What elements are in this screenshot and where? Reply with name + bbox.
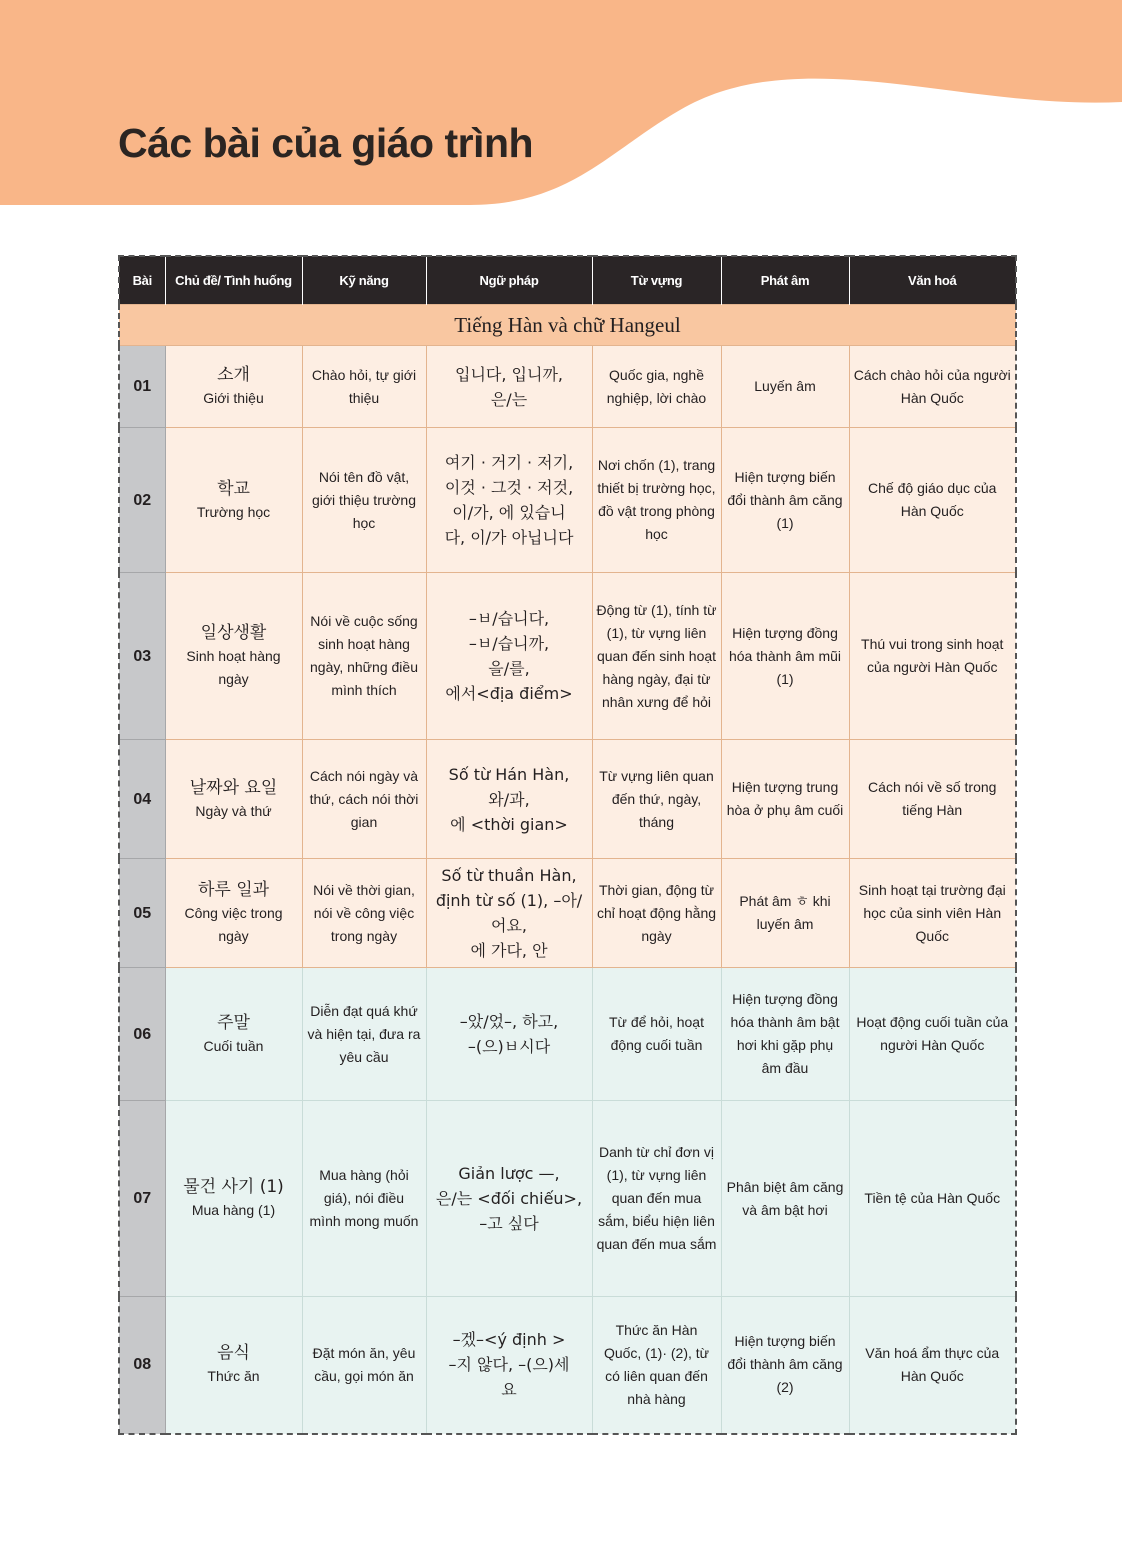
topic-vietnamese: Thức ăn xyxy=(207,1368,260,1385)
skill-cell: Mua hàng (hỏi giá), nói điều mình mong muốn xyxy=(302,1101,426,1297)
culture-cell: Văn hoá ẩm thực của Hàn Quốc xyxy=(849,1297,1016,1434)
pronunciation-cell: Phát âm ㅎ khi luyến âm xyxy=(721,859,849,968)
skill-cell: Nói về thời gian, nói về công việc trong ngày xyxy=(302,859,426,968)
table-row xyxy=(119,740,1016,859)
topic-cell xyxy=(165,428,302,573)
topic-cell xyxy=(165,573,302,740)
topic-vietnamese: Giới thiệu xyxy=(203,390,264,406)
topic-cell xyxy=(165,968,302,1101)
skill-cell: Cách nói ngày và thứ, cách nói thời gian xyxy=(302,740,426,859)
topic-cell xyxy=(165,859,302,968)
table-row xyxy=(119,573,1016,740)
culture-cell: Cách nói về số trong tiếng Hàn xyxy=(849,740,1016,859)
lesson-number: 03 xyxy=(119,573,165,740)
skill-cell: Diễn đạt quá khứ và hiện tại, đưa ra yêu cầu xyxy=(302,968,426,1101)
vocabulary-cell: Nơi chốn (1), trang thiết bị trường học, đồ vật trong phòng học xyxy=(592,428,721,573)
culture-cell: Thú vui trong sinh hoạt của người Hàn Quốc xyxy=(849,573,1016,740)
header-banner xyxy=(0,0,1122,210)
lesson-number: 02 xyxy=(119,428,165,573)
vocabulary-cell: Động từ (1), tính từ (1), từ vựng liên quan đến sinh hoạt hàng ngày, đại từ nhân xưng để hỏi xyxy=(592,573,721,740)
vocabulary-cell: Thời gian, động từ chỉ hoạt động hằng ngày xyxy=(592,859,721,968)
table-row xyxy=(119,428,1016,573)
section-title: Tiếng Hàn và chữ Hangeul xyxy=(119,305,1016,346)
culture-cell: Cách chào hỏi của người Hàn Quốc xyxy=(849,346,1016,428)
table-row xyxy=(119,968,1016,1101)
lesson-number: 07 xyxy=(119,1101,165,1297)
pronunciation-cell: Hiện tượng biến đổi thành âm căng (1) xyxy=(721,428,849,573)
topic-cell xyxy=(165,1101,302,1297)
pronunciation-cell: Hiện tượng đồng hóa thành âm bật hơi khi gặp phụ âm đầu xyxy=(721,968,849,1101)
page-title: Các bài của giáo trình xyxy=(118,120,534,166)
table-row xyxy=(119,1297,1016,1434)
lesson-number: 08 xyxy=(119,1297,165,1434)
topic-vietnamese: Cuối tuần xyxy=(203,1037,264,1054)
topic-vietnamese: Công việc trong ngày xyxy=(184,905,283,944)
pronunciation-cell: Hiện tượng trung hòa ở phụ âm cuối xyxy=(721,740,849,859)
table-row xyxy=(119,859,1016,968)
topic-cell xyxy=(165,1297,302,1434)
topic-vietnamese: Ngày và thứ xyxy=(195,802,272,819)
curriculum-table-container xyxy=(118,255,1015,1435)
skill-cell: Nói tên đồ vật, giới thiệu trường học xyxy=(302,428,426,573)
vocabulary-cell: Từ để hỏi, hoạt động cuối tuần xyxy=(592,968,721,1101)
topic-korean: 주말 xyxy=(217,1012,250,1033)
lesson-number: 01 xyxy=(119,346,165,428)
grammar-cell: Số từ thuần Hàn, định từ số (1), –아/어요, 에 가다, 안 xyxy=(426,859,592,968)
grammar-cell: –ㅂ/습니다, –ㅂ/습니까, 을/를, 에서<địa điểm> xyxy=(426,573,592,740)
culture-cell: Chế độ giáo dục của Hàn Quốc xyxy=(849,428,1016,573)
vocabulary-cell: Thức ăn Hàn Quốc, (1)· (2), từ có liên quan đến nhà hàng xyxy=(592,1297,721,1434)
topic-korean: 하루 일과 xyxy=(197,880,270,900)
header-vocabulary: Từ vựng xyxy=(592,256,721,305)
pronunciation-cell: Hiện tượng biến đổi thành âm căng (2) xyxy=(721,1297,849,1434)
culture-cell: Tiền tệ của Hàn Quốc xyxy=(849,1101,1016,1297)
grammar-cell: –았/었–, 하고, –(으)ㅂ시다 xyxy=(426,968,592,1101)
vocabulary-cell: Quốc gia, nghề nghiệp, lời chào xyxy=(592,346,721,428)
culture-cell: Hoạt động cuối tuần của người Hàn Quốc xyxy=(849,968,1016,1101)
pronunciation-cell: Luyến âm xyxy=(721,346,849,428)
topic-cell xyxy=(165,346,302,428)
topic-korean: 날짜와 요일 xyxy=(189,777,278,798)
topic-korean: 소개 xyxy=(217,365,250,385)
vocabulary-cell: Danh từ chỉ đơn vị (1), từ vựng liên quan đến mua sắm, biểu hiện liên quan đến mua sắm xyxy=(592,1101,721,1297)
header-grammar: Ngữ pháp xyxy=(426,256,592,305)
grammar-cell: –겠–<ý định > –지 않다, –(으)세 요 xyxy=(426,1297,592,1434)
topic-korean: 학교 xyxy=(217,478,250,499)
topic-vietnamese: Mua hàng (1) xyxy=(191,1202,276,1218)
header-lesson: Bài xyxy=(119,256,165,305)
lesson-number: 05 xyxy=(119,859,165,968)
header-pronunciation: Phát âm xyxy=(721,256,849,305)
topic-korean: 물건 사기 (1) xyxy=(183,1177,284,1197)
culture-cell: Sinh hoạt tại trường đại học của sinh viên Hàn Quốc xyxy=(849,859,1016,968)
curriculum-table xyxy=(118,255,1017,1435)
pronunciation-cell: Phân biệt âm căng và âm bật hơi xyxy=(721,1101,849,1297)
table-row xyxy=(119,1101,1016,1297)
grammar-cell: Số từ Hán Hàn, 와/과, 에 <thời gian> xyxy=(426,740,592,859)
grammar-cell: 입니다, 입니까, 은/는 xyxy=(426,346,592,428)
header-topic: Chủ đề/ Tình huống xyxy=(165,256,302,305)
topic-cell xyxy=(165,740,302,859)
pronunciation-cell: Hiện tượng đồng hóa thành âm mũi (1) xyxy=(721,573,849,740)
topic-korean: 음식 xyxy=(217,1343,250,1364)
lesson-number: 06 xyxy=(119,968,165,1101)
skill-cell: Chào hỏi, tự giới thiệu xyxy=(302,346,426,428)
vocabulary-cell: Từ vựng liên quan đến thứ, ngày, tháng xyxy=(592,740,721,859)
topic-korean: 일상생활 xyxy=(200,623,267,643)
grammar-cell: 여기 · 거기 · 저기, 이것 · 그것 · 저것, 이/가, 에 있습니 다, 이/가 아닙니다 xyxy=(426,428,592,573)
lesson-number: 04 xyxy=(119,740,165,859)
skill-cell: Đặt món ăn, yêu cầu, gọi món ăn xyxy=(302,1297,426,1434)
header-skill: Kỹ năng xyxy=(302,256,426,305)
table-header-row xyxy=(119,256,1016,305)
skill-cell: Nói về cuộc sống sinh hoạt hàng ngày, những điều mình thích xyxy=(302,573,426,740)
section-row xyxy=(119,305,1016,346)
header-culture: Văn hoá xyxy=(849,256,1016,305)
topic-vietnamese: Trường học xyxy=(196,503,271,520)
grammar-cell: Giản lược —, 은/는 <đối chiếu>, –고 싶다 xyxy=(426,1101,592,1297)
table-row xyxy=(119,346,1016,428)
topic-vietnamese: Sinh hoạt hàng ngày xyxy=(186,648,281,687)
